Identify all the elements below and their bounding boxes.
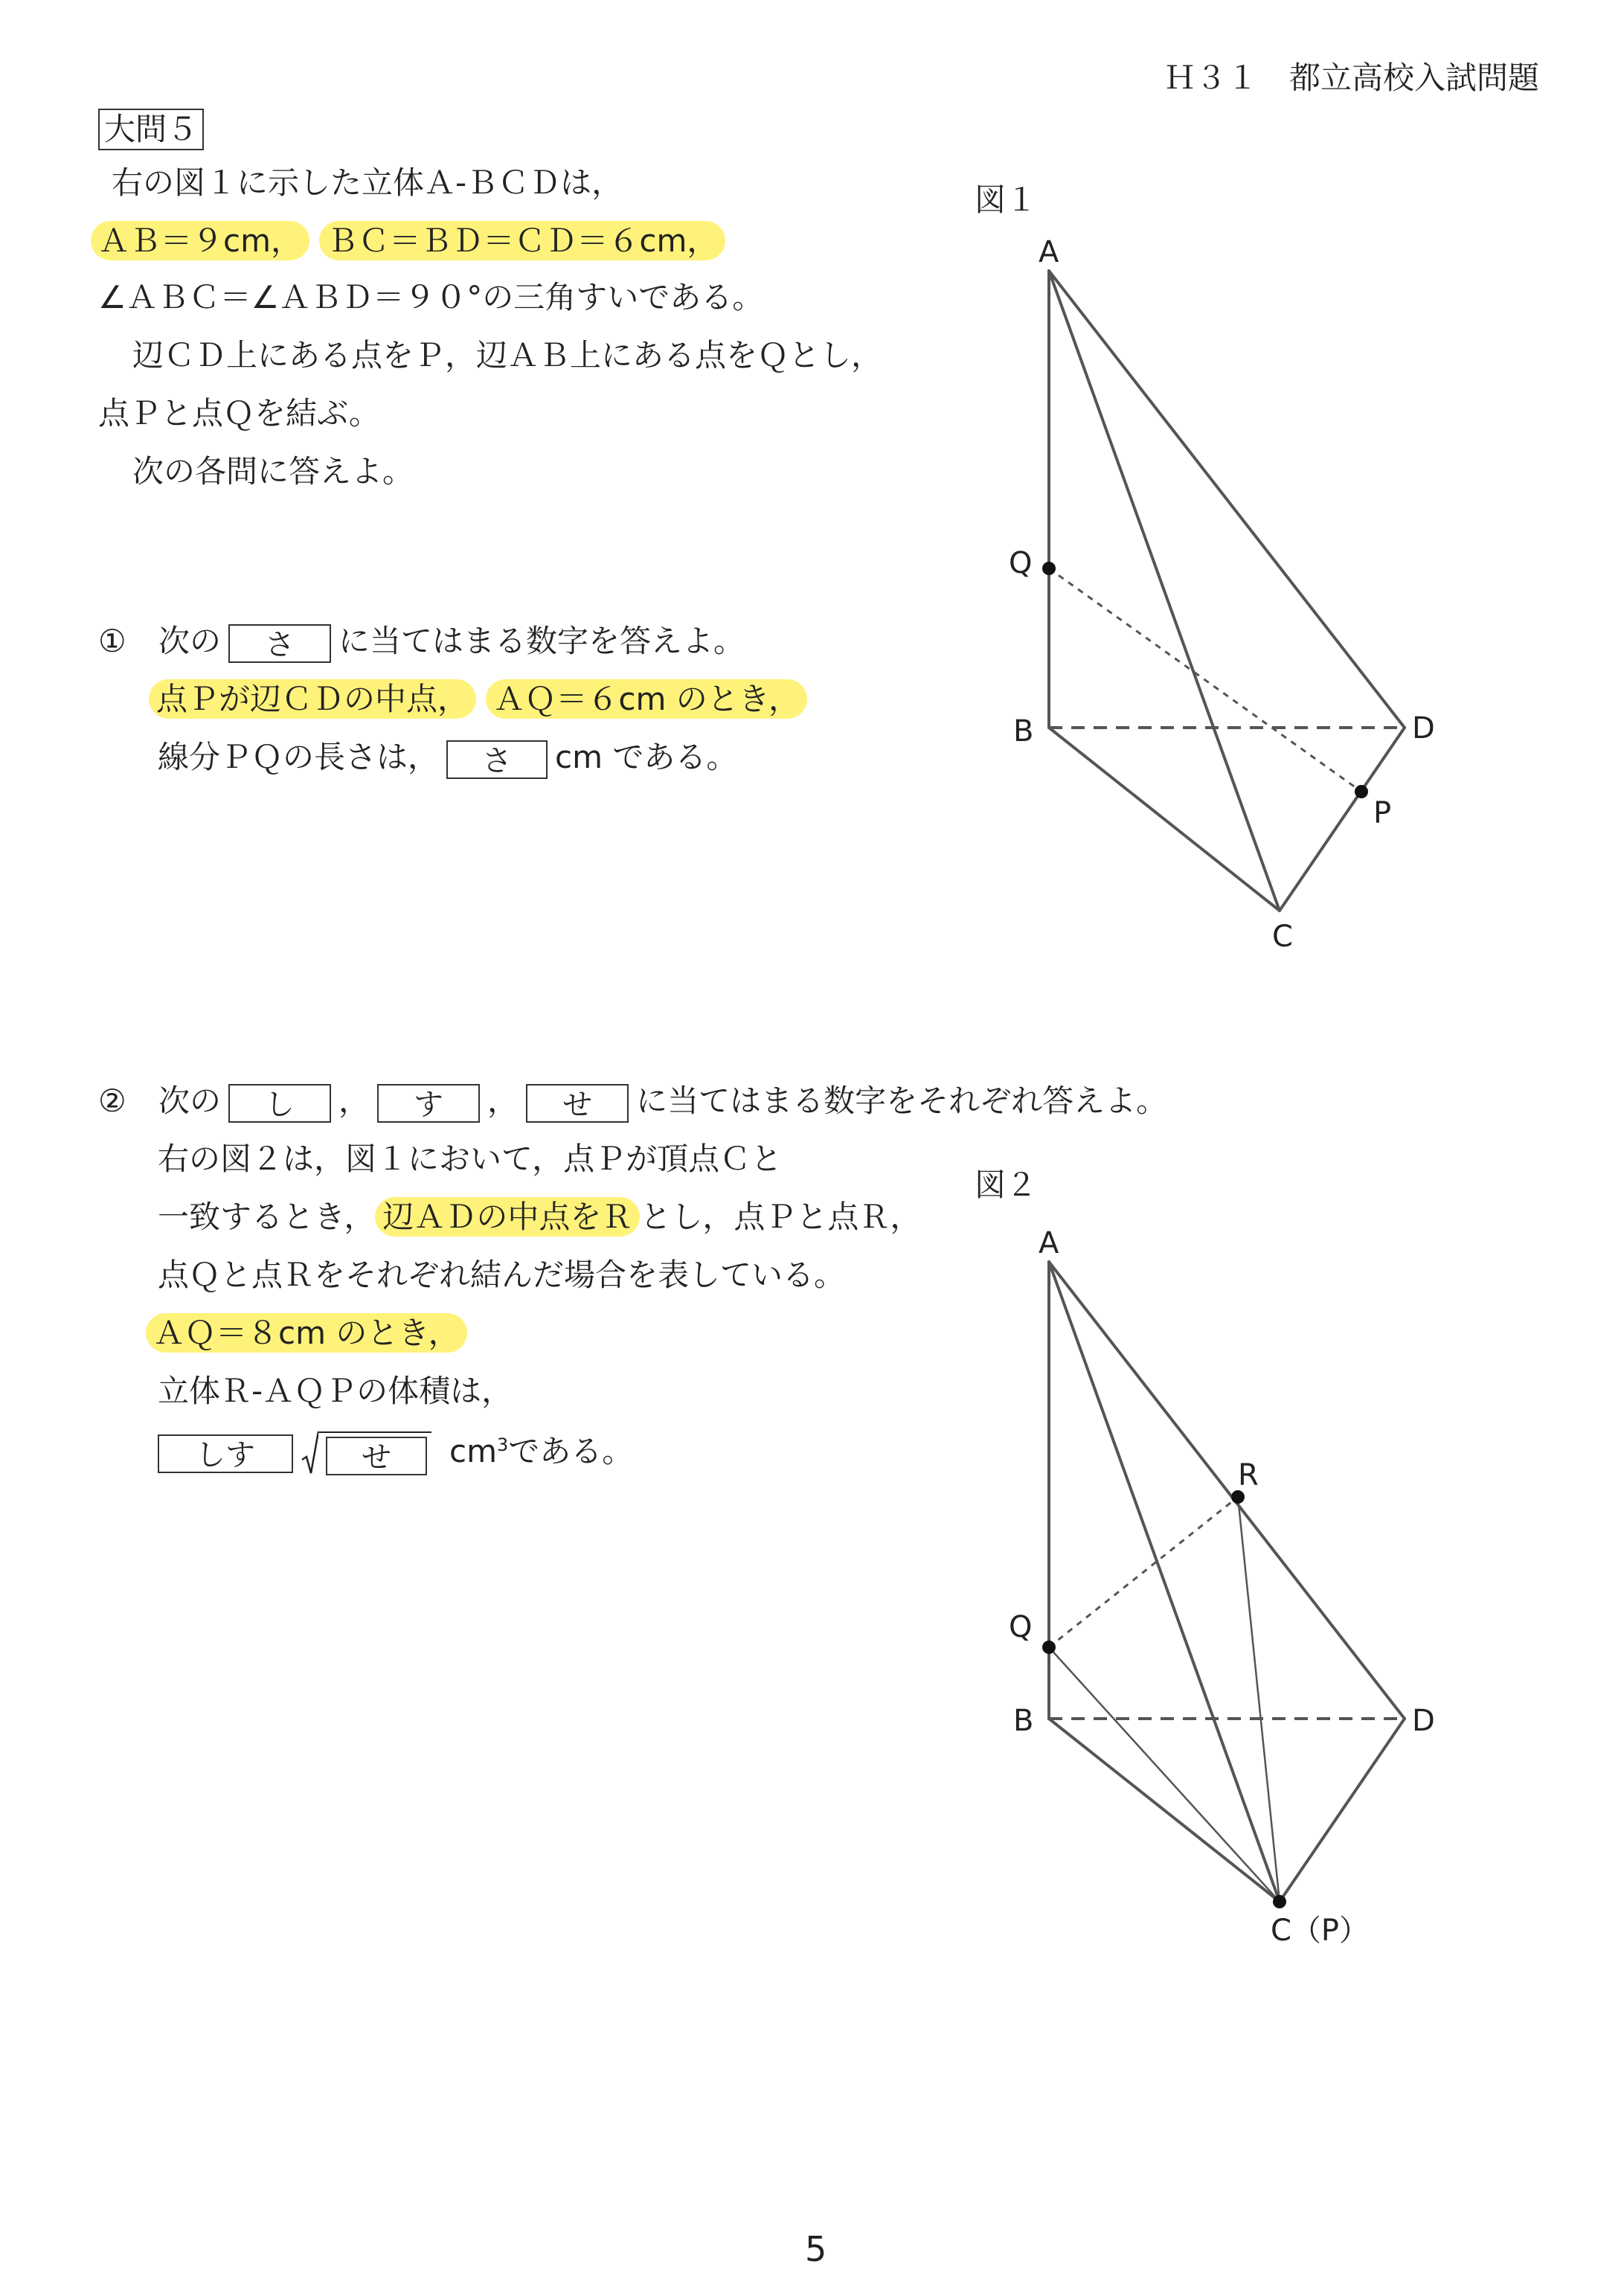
page-number: 5 xyxy=(805,2229,827,2269)
fig1-label-q: Q xyxy=(1009,546,1033,580)
q2-line-2: 一致するとき， 辺ＡＤの中点をＲ とし，点Ｐと点Ｒ， xyxy=(158,1199,922,1235)
fig2-label-c-p: C（P） xyxy=(1271,1914,1370,1948)
intro-line-6: 次の各問に答えよ。 xyxy=(132,453,414,490)
intro-line-3: ∠ＡＢＣ＝∠ＡＢＤ＝９０°の三角すいである。 xyxy=(98,279,764,315)
highlight-ab: ＡＢ＝９cm， xyxy=(91,221,309,260)
fig2-edge-ad xyxy=(1049,1262,1405,1719)
figure-2-label: 図２ xyxy=(975,1167,1038,1203)
fig1-label-a: A xyxy=(1039,235,1059,269)
answer-box-shi: し xyxy=(228,1084,331,1123)
q1-answer-line: 線分ＰＱの長さは， さ cm である。 xyxy=(158,739,738,778)
q2-answer-line: しす せ $cm^3$である。 xyxy=(150,1424,633,1476)
fig2-edge-cd xyxy=(1280,1719,1405,1902)
q2-line-1: 右の図２は，図１において，点Ｐが頂点Ｃと xyxy=(158,1141,783,1177)
q1-number: ① xyxy=(98,623,126,659)
fig2-point-c xyxy=(1273,1895,1286,1908)
fig1-label-p: P xyxy=(1373,796,1392,830)
fig2-segment-qr xyxy=(1049,1497,1238,1647)
fig1-segment-pq xyxy=(1049,568,1361,792)
q2-line-5: 立体Ｒ-ＡＱＰの体積は， xyxy=(158,1373,513,1409)
intro-line-5: 点Ｐと点Ｑを結ぶ。 xyxy=(98,395,380,432)
fig2-edge-bc xyxy=(1049,1719,1280,1902)
fig1-point-q xyxy=(1042,562,1056,575)
fig2-label-q: Q xyxy=(1009,1610,1033,1644)
q2-line-3: 点Ｑと点Ｒをそれぞれ結んだ場合を表している。 xyxy=(158,1257,846,1293)
fig1-label-c: C xyxy=(1272,920,1293,954)
highlight-aq-8: ＡＱ＝８cm のとき， xyxy=(146,1313,467,1353)
intro-line-4: 辺ＣＤ上にある点をＰ，辺ＡＢ上にある点をＱとし， xyxy=(132,337,883,373)
q2-prompt: ② 次の し ， す ， せ に当てはまる数字をそれぞれ答えよ。 xyxy=(98,1083,1168,1122)
intro-line-1: 右の図１に示した立体Ａ-ＢＣＤは， xyxy=(112,164,623,201)
answer-box-se-2: せ xyxy=(326,1437,427,1475)
highlight-p-midpoint: 点Ｐが辺ＣＤの中点， xyxy=(149,679,476,719)
fig1-edge-ac xyxy=(1049,271,1280,911)
fig1-edge-ad xyxy=(1049,271,1405,728)
q1-prompt: ① 次の さ に当てはまる数字を答えよ。 xyxy=(98,623,745,662)
fig2-label-r: R xyxy=(1238,1458,1259,1492)
figure-1-label: 図１ xyxy=(975,182,1038,218)
answer-box-sa-2: さ xyxy=(446,740,548,779)
problem-label: 大問５ xyxy=(98,109,204,150)
answer-box-shisu: しす xyxy=(158,1434,293,1473)
answer-box-sa: さ xyxy=(228,624,331,663)
fig2-label-d: D xyxy=(1412,1704,1435,1738)
fig1-edge-bc xyxy=(1049,728,1280,911)
answer-box-se: せ xyxy=(526,1084,629,1123)
fig2-point-q xyxy=(1042,1641,1056,1654)
answer-box-su: す xyxy=(377,1084,480,1123)
q2-number: ② xyxy=(98,1083,126,1119)
fig2-label-b: B xyxy=(1013,1704,1034,1738)
fig2-label-a: A xyxy=(1039,1226,1059,1260)
fig1-label-d: D xyxy=(1412,711,1435,745)
fig1-point-p xyxy=(1355,785,1368,798)
highlight-r-midpoint: 辺ＡＤの中点をＲ xyxy=(375,1197,640,1237)
fig2-segment-qp xyxy=(1049,1647,1280,1902)
highlight-bc-bd-cd: ＢＣ＝ＢＤ＝ＣＤ＝６cm， xyxy=(319,221,725,260)
highlight-aq-6: ＡＱ＝６cm のとき， xyxy=(486,679,807,719)
fig2-edge-ac xyxy=(1049,1262,1280,1902)
exam-title: Ｈ３１ 都立高校入試問題 xyxy=(1164,60,1540,96)
fig1-label-b: B xyxy=(1013,714,1034,748)
